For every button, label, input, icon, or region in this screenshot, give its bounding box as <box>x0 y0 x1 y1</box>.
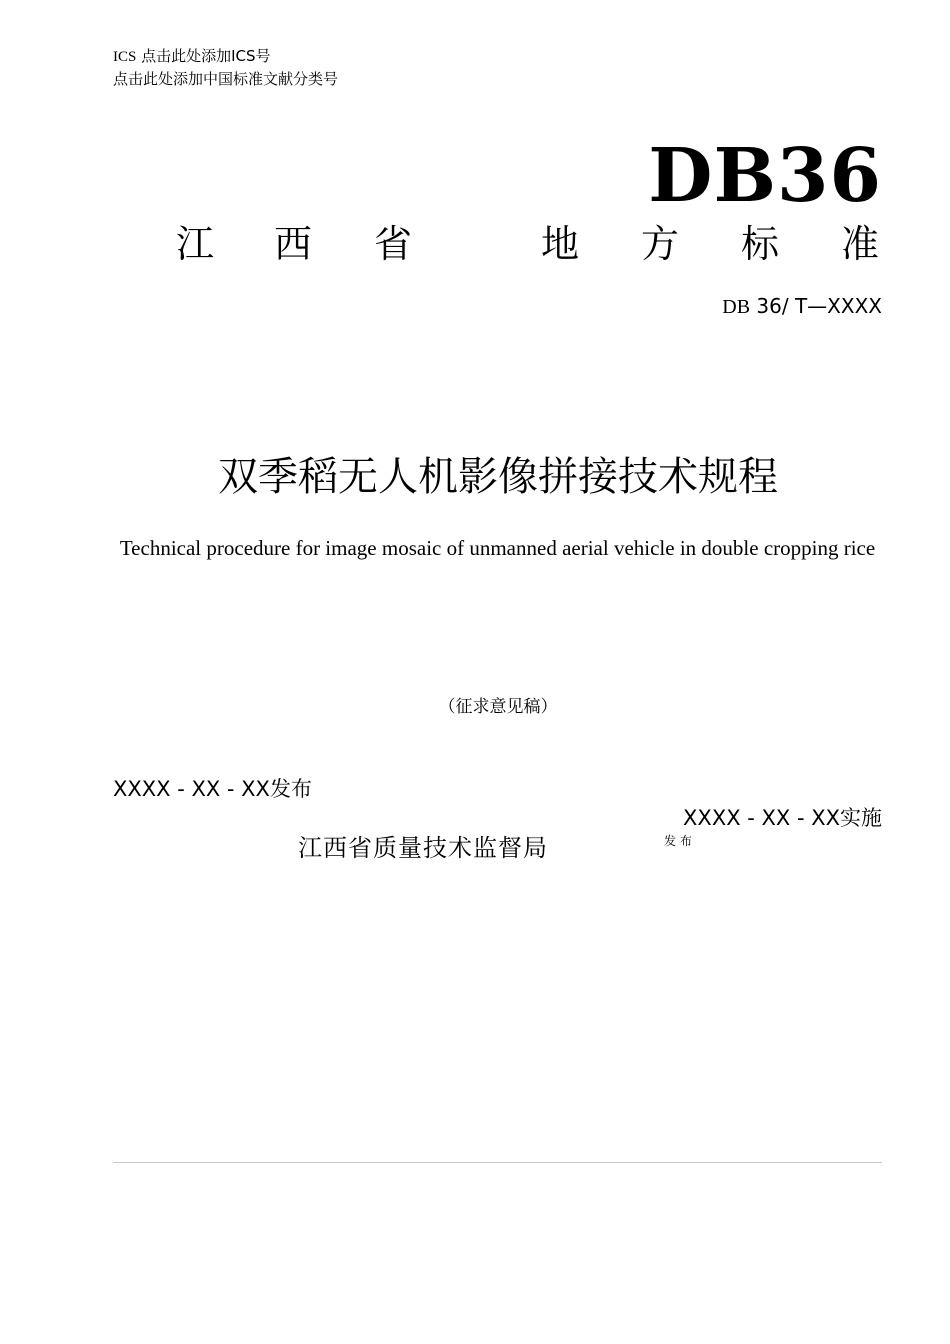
category-char: 标 <box>741 222 780 266</box>
standard-category <box>176 219 882 269</box>
category-char: 方 <box>641 222 680 266</box>
publish-date[interactable]: XXXX - XX - XX发布 <box>113 777 312 801</box>
issuing-organization[interactable]: 江西省质量技术监督局 <box>298 834 548 862</box>
classification-placeholder[interactable]: 点击此处添加中国标准文献分类号 <box>113 70 339 88</box>
standard-number-prefix: DB <box>722 296 751 318</box>
standard-number[interactable] <box>722 293 882 320</box>
footer-divider <box>113 1162 882 1163</box>
category-char: 地 <box>541 222 580 266</box>
standard-logo: DB36 <box>648 133 882 219</box>
implement-date[interactable]: XXXX - XX - XX实施 <box>683 806 882 830</box>
draft-status: （征求意见稿） <box>438 697 558 717</box>
publish-tag: 发布 <box>664 834 697 848</box>
ics-prefix: ICS <box>113 49 137 65</box>
standard-number-rest: 36/ T—XXXX <box>750 294 882 318</box>
category-char: 省 <box>374 222 413 266</box>
category-char: 江 <box>176 222 215 266</box>
document-title[interactable]: 双季稻无人机影像拼接技术规程 <box>218 454 778 500</box>
ics-line <box>113 47 271 67</box>
category-char: 准 <box>841 222 880 266</box>
ics-placeholder[interactable]: 点击此处添加ICS号 <box>141 47 271 65</box>
document-title-english[interactable]: Technical procedure for image mosaic of unmanned aerial vehicle in double cropping rice <box>119 536 876 560</box>
category-char: 西 <box>274 222 313 266</box>
